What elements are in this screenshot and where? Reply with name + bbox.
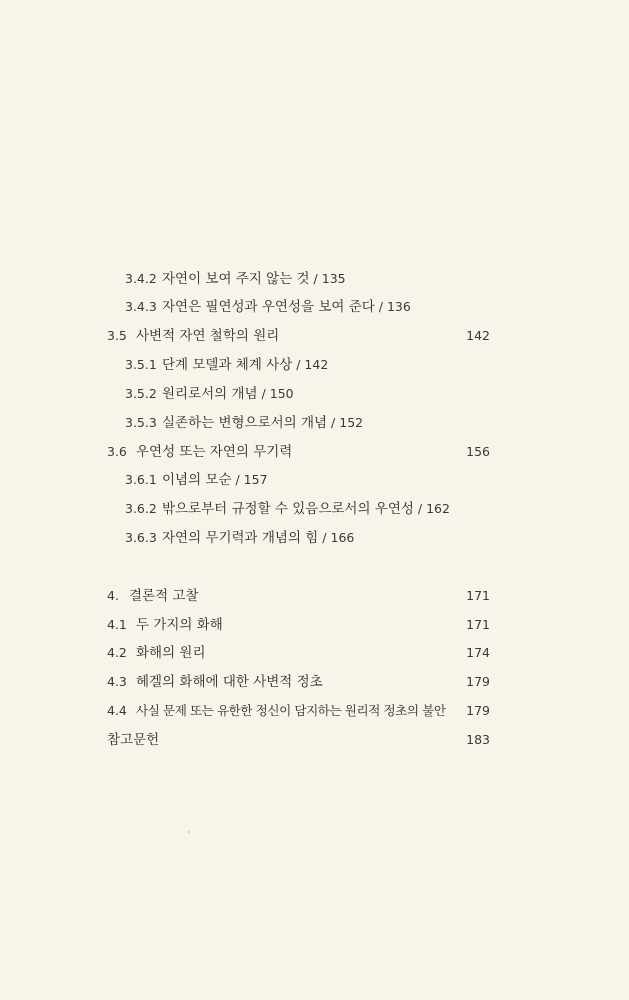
toc-entry-3-6[interactable] xyxy=(107,441,490,463)
toc-entry-title: 우연성 또는 자연의 무기력 xyxy=(136,444,293,460)
toc-entry-title: 결론적 고찰 xyxy=(129,588,199,604)
toc-entry-number: 3.5.3 xyxy=(125,415,157,430)
toc-entry-number: 4.1 xyxy=(107,617,127,632)
toc-entry-page: 156 xyxy=(466,444,490,459)
toc-entry-4[interactable] xyxy=(107,585,490,607)
toc-entry-3-6-1[interactable] xyxy=(125,469,495,491)
toc-entry-number: 3.4.3 xyxy=(125,299,157,314)
toc-entry-page: 171 xyxy=(466,617,490,632)
paper-speck xyxy=(188,831,190,833)
toc-entry-number: 3.6.3 xyxy=(125,530,157,545)
toc-entry-title-text: 밖으로부터 규정할 수 있음으로서의 우연성 xyxy=(162,501,414,517)
toc-entry-title xyxy=(162,469,268,491)
toc-entry-page: 142 xyxy=(466,328,490,343)
toc-entry-title-text: 자연은 필연성과 우연성을 보여 준다 xyxy=(162,299,375,315)
toc-entry-3-5-3[interactable] xyxy=(125,412,495,434)
toc-entry-4-3[interactable] xyxy=(107,671,490,693)
toc-entry-4-2[interactable] xyxy=(107,642,490,664)
toc-entry-page: / 150 xyxy=(257,386,294,401)
toc-entry-3-6-3[interactable] xyxy=(125,527,495,549)
toc-entry-title xyxy=(162,383,294,405)
toc-entry-page: 183 xyxy=(466,732,490,747)
toc-entry-page: / 136 xyxy=(374,299,411,314)
toc-entry-3-5[interactable] xyxy=(107,325,490,347)
toc-entry-page: 179 xyxy=(466,674,490,689)
toc-entry-3-4-2[interactable] xyxy=(125,268,495,290)
toc-entry-3-5-1[interactable] xyxy=(125,354,495,376)
toc-entry-page: / 152 xyxy=(327,415,364,430)
toc-entry-number: 3.6.1 xyxy=(125,472,157,487)
toc-entry-title: 두 가지의 화해 xyxy=(136,617,223,633)
toc-entry-3-5-2[interactable] xyxy=(125,383,495,405)
toc-entry-number: 3.6.2 xyxy=(125,501,157,516)
toc-entry-page: / 162 xyxy=(413,501,450,516)
toc-entry-title: 사실 문제 또는 유한한 정신이 담지하는 원리적 정초의 불안 xyxy=(136,703,446,718)
toc-entry-page: / 166 xyxy=(318,530,355,545)
toc-entry-title: 화해의 원리 xyxy=(136,645,206,661)
toc-entry-title-text: 자연의 무기력과 개념의 힘 xyxy=(162,530,319,546)
toc-entry-number: 4.3 xyxy=(107,674,127,689)
toc-entry-title xyxy=(162,412,363,434)
toc-entry-number: 4.2 xyxy=(107,645,127,660)
toc-entry-title xyxy=(162,498,450,520)
toc-entry-number: 4.4 xyxy=(107,703,127,718)
toc-entry-number: 4. xyxy=(107,588,119,603)
toc-entry-title xyxy=(162,354,328,376)
toc-entry-page: 171 xyxy=(466,588,490,603)
toc-entry-page: / 135 xyxy=(309,271,346,286)
toc-entry-title-text: 이념의 모순 xyxy=(162,472,232,488)
toc-entry-title xyxy=(162,268,346,290)
toc-entry-title: 참고문헌 xyxy=(107,732,160,748)
toc-entry-title xyxy=(162,296,411,318)
toc-entry-page: 179 xyxy=(466,703,490,718)
toc-entry-number: 3.5.2 xyxy=(125,386,157,401)
toc-entry-title-text: 단계 모델과 체계 사상 xyxy=(162,357,293,373)
toc-entry-page: 174 xyxy=(466,645,490,660)
toc-entry-title: 사변적 자연 철학의 원리 xyxy=(136,328,280,344)
toc-entry-number: 3.4.2 xyxy=(125,271,157,286)
toc-entry-number: 3.5.1 xyxy=(125,357,157,372)
toc-entry-page: / 142 xyxy=(292,357,329,372)
toc-entry-page: / 157 xyxy=(231,472,268,487)
toc-entry-title-text: 실존하는 변형으로서의 개념 xyxy=(162,415,328,431)
toc-entry-3-6-2[interactable] xyxy=(125,498,495,520)
toc-entry-number: 3.5 xyxy=(107,328,127,343)
toc-entry-4-4[interactable] xyxy=(107,700,490,722)
toc-entry-3-4-3[interactable] xyxy=(125,296,495,318)
toc-entry-title-text: 자연이 보여 주지 않는 것 xyxy=(162,271,310,287)
toc-entry-title xyxy=(162,527,354,549)
toc-entry-references[interactable] xyxy=(107,729,490,751)
toc-entry-number: 3.6 xyxy=(107,444,127,459)
toc-entry-title: 헤겔의 화해에 대한 사변적 정초 xyxy=(136,674,323,690)
toc-entry-title-text: 원리로서의 개념 xyxy=(162,386,258,402)
toc-entry-4-1[interactable] xyxy=(107,614,490,636)
